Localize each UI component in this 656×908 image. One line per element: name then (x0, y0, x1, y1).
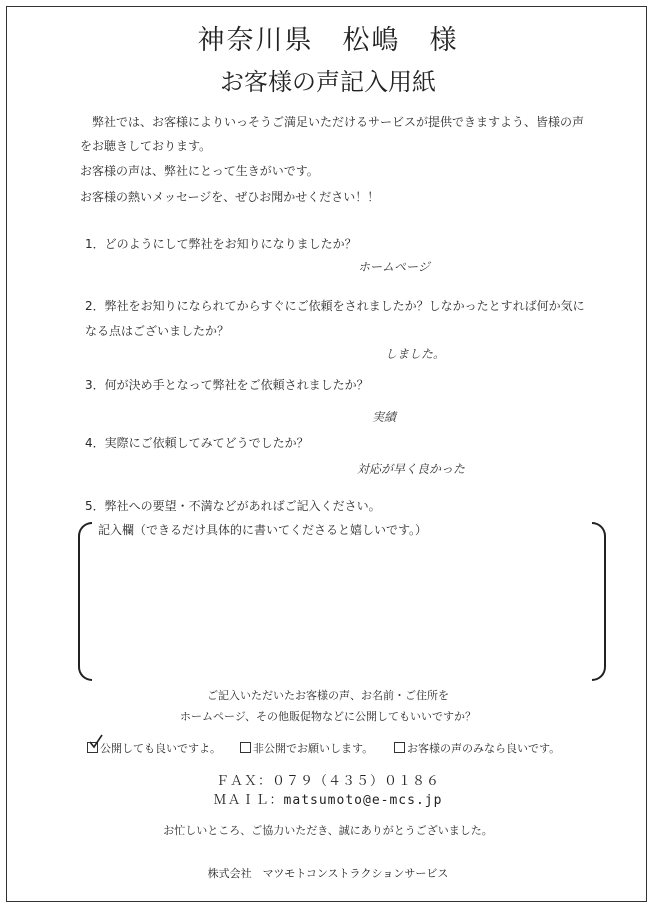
publish-question-line-2: ホームページ、その他販促物などに公開してもいいですか？ (180, 710, 476, 723)
comment-area[interactable] (95, 540, 590, 670)
publish-option-3[interactable] (394, 740, 560, 756)
question-3: 3．何が決め手となって弊社をご依頼されましたか？ (85, 378, 369, 392)
question-5-note: 記入欄（できるだけ具体的に書いてくださると嬉しいです。） (98, 523, 428, 537)
email-address: ＭＡＩＬ：matsumoto@e-mcs.jp (213, 793, 443, 808)
fax-number: ＦＡＸ：０７９（４３５）０１８６ (215, 774, 440, 789)
intro-line-2: をお聴きしております。 (80, 139, 212, 153)
publish-option-3-label: お客様の声のみなら良いです。 (407, 742, 561, 755)
intro-line-1: 弊社では、お客様によりいっそうご満足いただけるサービスが提供できますよう、皆様の声 (92, 115, 585, 129)
answer-1: ホームページ (358, 260, 430, 274)
question-2-line-2: なる点はございましたか？ (85, 324, 230, 338)
question-4: 4．実際にご依頼してみてどうでしたか？ (85, 436, 309, 450)
company-name: 株式会社 マツモトコンストラクションサービス (207, 867, 449, 880)
checkbox-no-publish[interactable] (240, 742, 251, 753)
comment-box-right-bracket (592, 522, 606, 681)
publish-option-2-label: 非公開でお願いします。 (253, 742, 374, 755)
comment-box-left-bracket (78, 522, 92, 681)
answer-3: 実績 (372, 410, 397, 424)
intro-line-4: お客様の熱いメッセージを、ぜひお聞かせください！！ (80, 190, 380, 204)
publish-option-1[interactable] (87, 740, 221, 756)
question-2-line-1: 2．弊社をお知りになられてからすぐにご依頼をされましたか？しなかったとすれば何か気に (85, 299, 585, 313)
publish-option-1-label: 公開しても良いですよ。 (100, 742, 221, 755)
checkmark-icon (88, 734, 104, 750)
closing-message: お忙しいところ、ご協力いただき、誠にありがとうございました。 (163, 824, 493, 837)
publish-option-2[interactable] (240, 740, 373, 756)
question-1: 1．どのようにして弊社をお知りになりましたか？ (85, 237, 357, 251)
answer-2: しました。 (385, 347, 446, 361)
recipient-heading: 神奈川県 松嶋 様 (197, 25, 459, 56)
form-title: お客様の声記入用紙 (220, 68, 436, 96)
publish-question-line-1: ご記入いただいたお客様の声、お名前・ご住所を (207, 689, 449, 702)
question-5: 5．弊社への要望・不満などがあればご記入ください。 (85, 499, 381, 513)
answer-4: 対応が早く良かった (357, 462, 466, 476)
intro-line-3: お客様の声は、弊社にとって生きがいです。 (80, 164, 319, 178)
checkbox-voice-only[interactable] (394, 742, 405, 753)
